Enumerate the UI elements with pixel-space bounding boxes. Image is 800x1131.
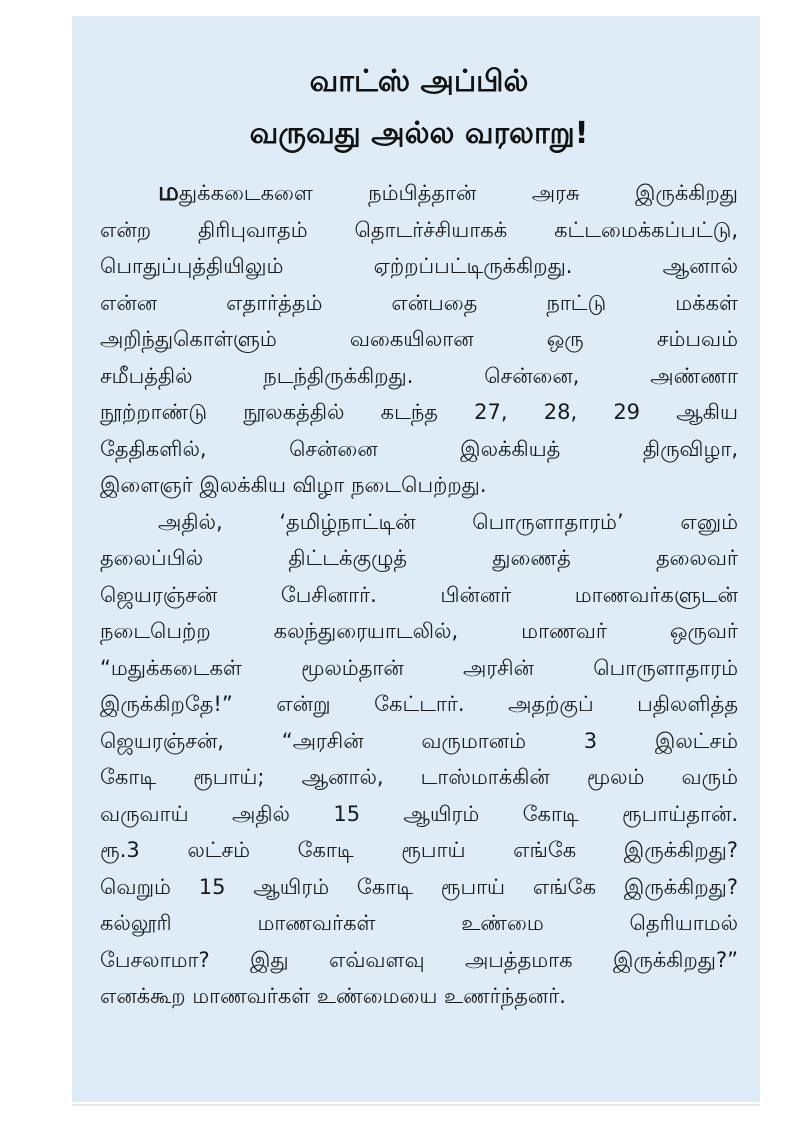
paragraph-2-line: ரூ.3 லட்சம் கோடி ரூபாய் எங்கே இருக்கிறது? — [100, 838, 738, 862]
paragraph-1-line: இளைஞர் இலக்கிய விழா நடைபெற்றது. — [100, 473, 487, 497]
paragraph-1-line — [100, 174, 738, 212]
paragraph-1-line-text: துக்கடைகளை நம்பித்தான் அரசு இருக்கிறது — [178, 181, 738, 205]
paragraph-2-line: கோடி ரூபாய்; ஆனால், டாஸ்மாக்கின் மூலம் வரும் — [100, 765, 738, 789]
headline-line-1: வாட்ஸ் அப்பில் — [309, 64, 529, 99]
paragraph-2-line: “மதுக்கடைகள் மூலம்தான் அரசின் பொருளாதாரம் — [100, 655, 738, 680]
headline-line-2: வருவது அல்ல வரலாறு! — [249, 116, 589, 151]
paragraph-1-line: சமீபத்தில் நடந்திருக்கிறது. சென்னை, அண்ணா — [100, 363, 738, 388]
paragraph-1-line: தேதிகளில், சென்னை இலக்கியத் திருவிழா, — [100, 436, 738, 461]
paragraph-2-line: பேசலாமா? இது எவ்வளவு அபத்தமாக இருக்கிறது?” — [100, 947, 738, 972]
headline — [100, 56, 738, 160]
paragraph-2-line: ஜெயரஞ்சன் பேசினார். பின்னர் மாணவர்களுடன் — [100, 582, 738, 607]
paragraph-1-line: என்ற திரிபுவாதம் தொடர்ச்சியாகக் கட்டமைக்கப்பட்டு, — [100, 217, 738, 242]
paragraph-2-line: நடைபெற்ற கலந்துரையாடலில், மாணவர் ஒருவர் — [100, 619, 738, 643]
paragraph-2 — [100, 504, 738, 1015]
paragraph-2-line: தலைப்பில் திட்டக்குழுத் துணைத் தலைவர் — [100, 546, 738, 570]
paragraph-2-line: வெறும் 15 ஆயிரம் கோடி ரூபாய் எங்கே இருக்கிறது? — [100, 874, 738, 899]
paragraph-1-line: என்ன எதார்த்தம் என்பதை நாட்டு மக்கள் — [100, 290, 738, 315]
paragraph-1-line: நூற்றாண்டு நூலகத்தில் கடந்த 27, 28, 29 ஆகிய — [100, 400, 738, 424]
paragraph-2-line: கல்லூரி மாணவர்கள் உண்மை தெரியாமல் — [100, 911, 738, 935]
paragraph-1 — [100, 174, 738, 504]
paragraph-2-line: இருக்கிறதே!” என்று கேட்டார். அதற்குப் பதிலளித்த — [100, 692, 738, 716]
paragraph-2-line: வருவாய் அதில் 15 ஆயிரம் கோடி ரூபாய்தான். — [100, 801, 738, 826]
drop-cap: ம — [158, 177, 179, 207]
paragraph-1-line: பொதுப்புத்தியிலும் ஏற்றப்பட்டிருக்கிறது. ஆனால் — [100, 254, 738, 278]
paragraph-2-line: எனக்கூற மாணவர்கள் உண்மையை உணர்ந்தனர். — [100, 984, 566, 1008]
article-box — [72, 16, 760, 1102]
paragraph-1-line: அறிந்துகொள்ளும் வகையிலான ஒரு சம்பவம் — [100, 327, 738, 351]
paragraph-2-line: ஜெயரஞ்சன், “அரசின் வருமானம் 3 இலட்சம் — [100, 728, 738, 753]
paragraph-2-line: அதில், ‘தமிழ்நாட்டின் பொருளாதாரம்’ எனும் — [158, 509, 738, 534]
divider — [72, 1104, 760, 1106]
